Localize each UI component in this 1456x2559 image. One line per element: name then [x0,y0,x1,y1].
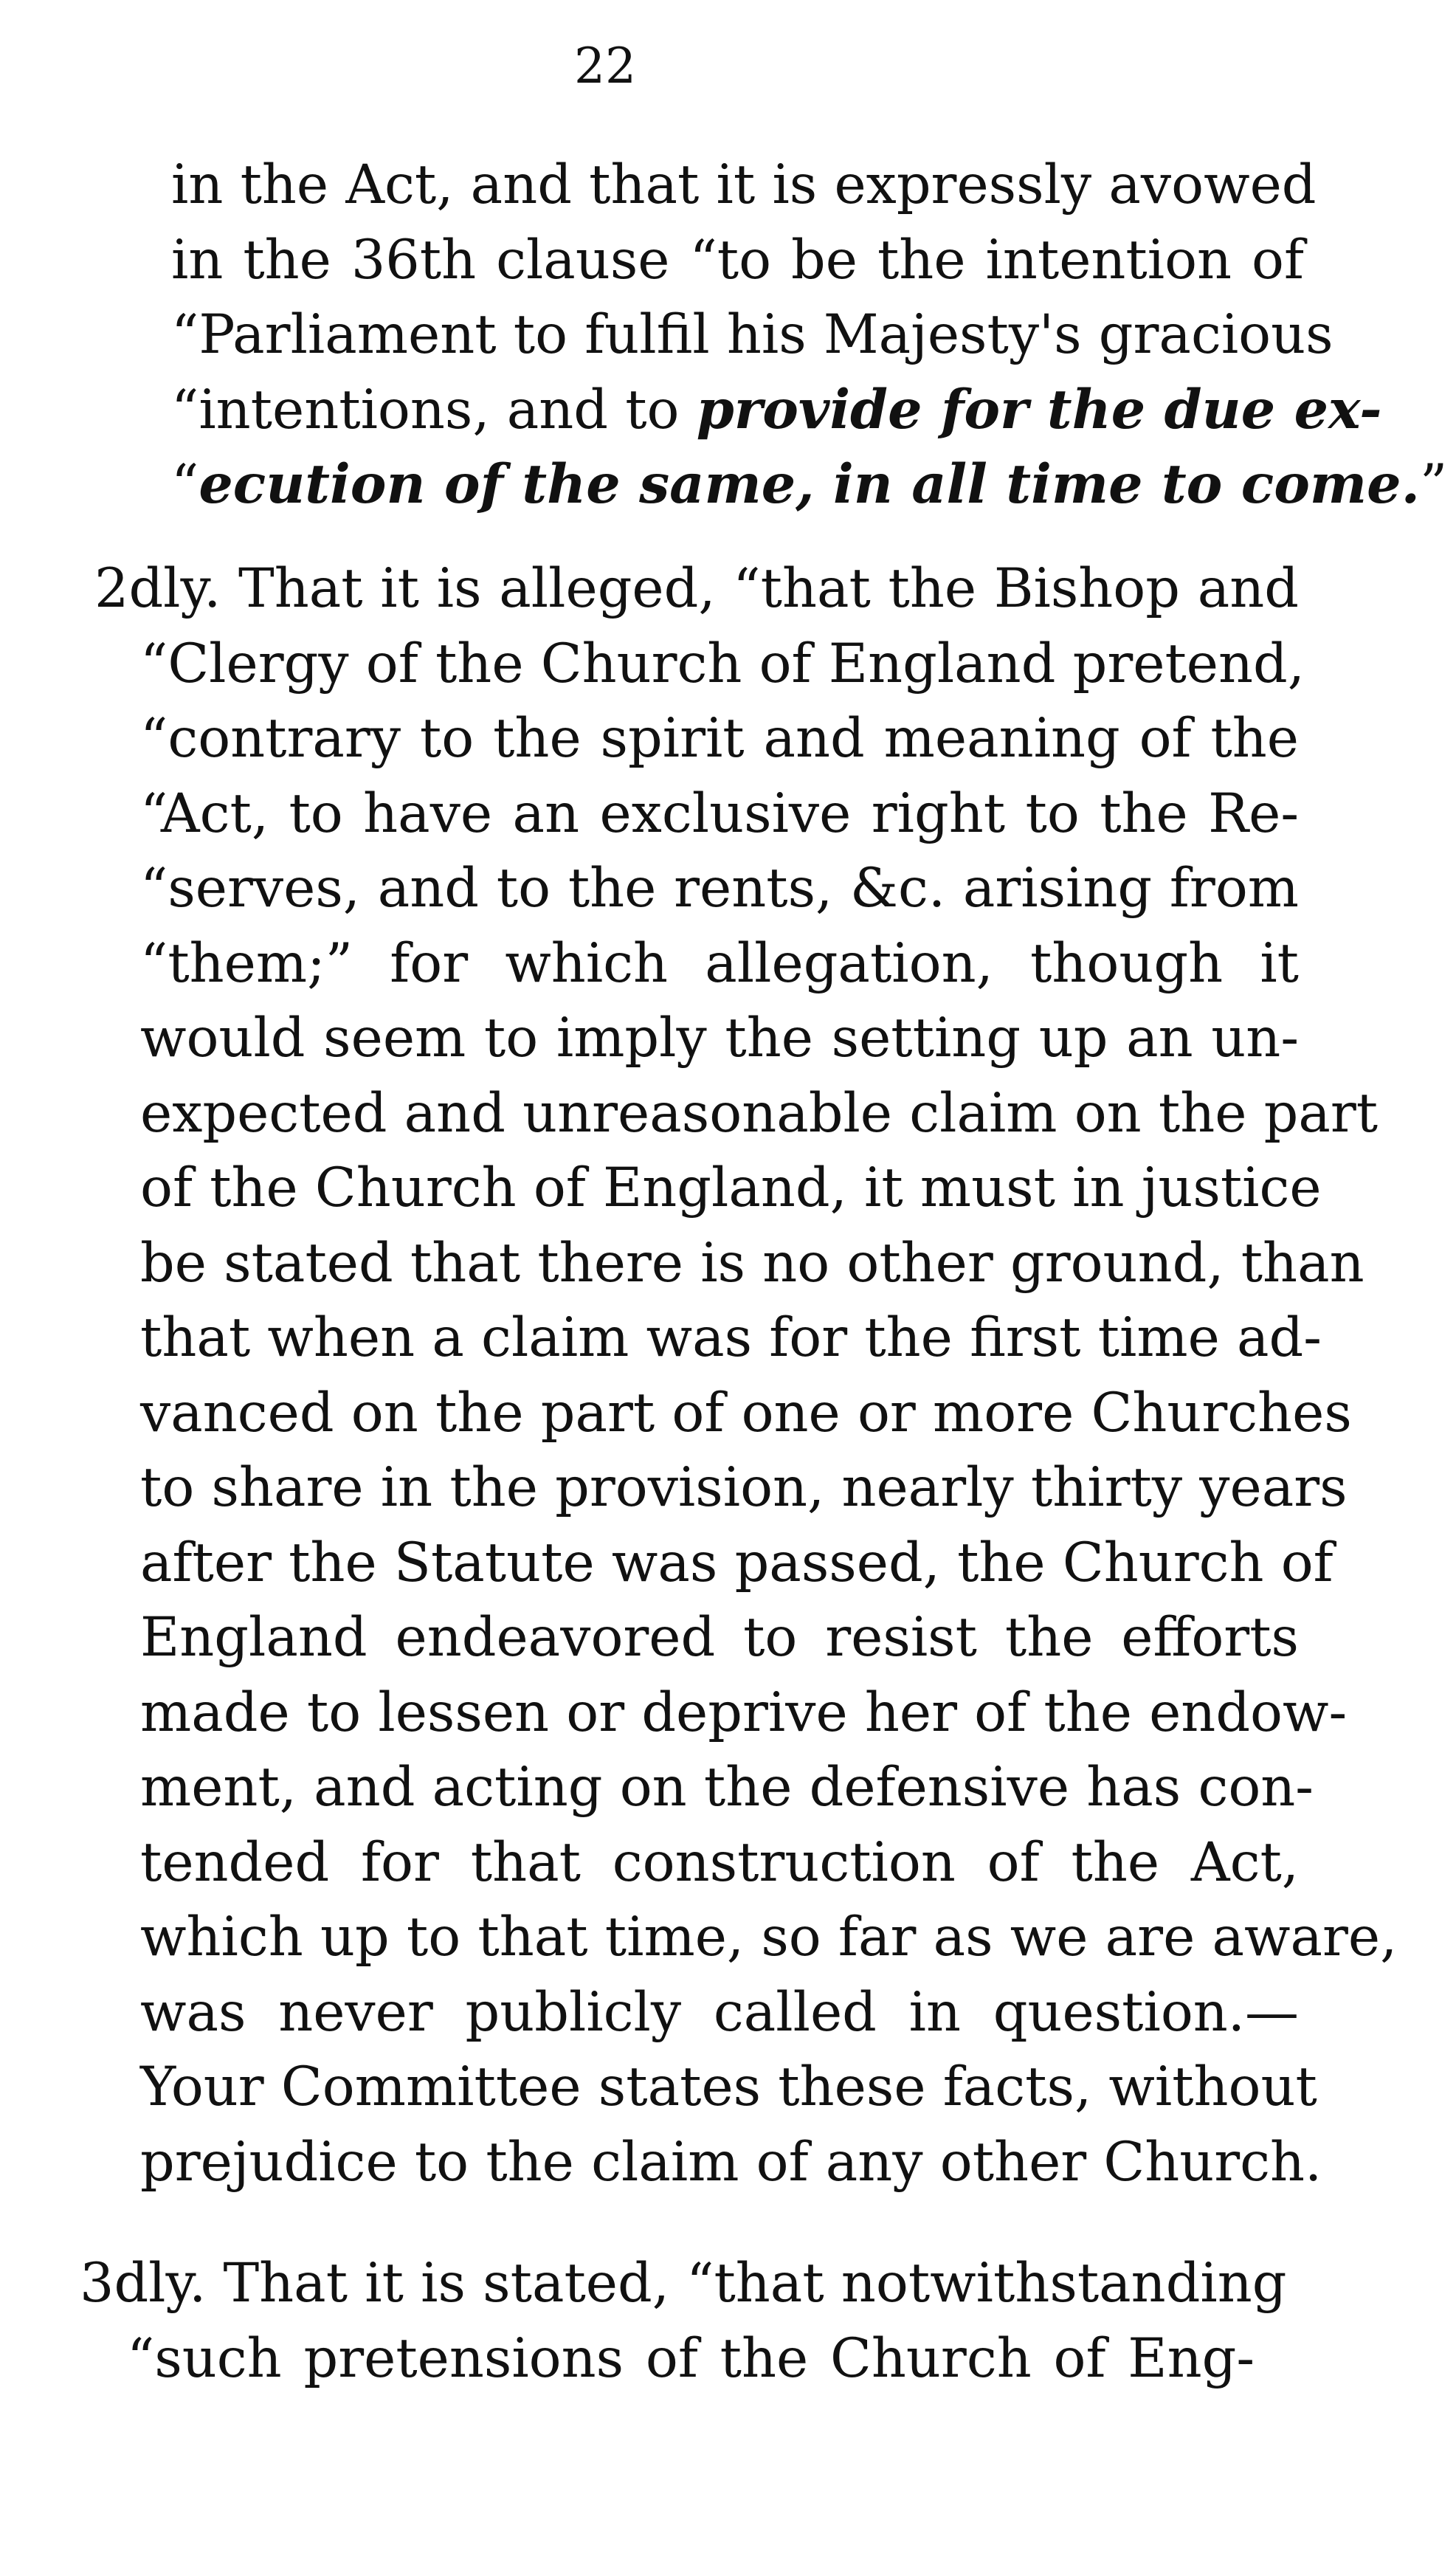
italic-text-run: provide for the due ex- [696,377,1382,441]
paragraph-secondly-body [140,627,1398,2200]
text-line: was never publicly called in question.— [140,1980,1299,2044]
paragraph-continuation [171,148,1448,523]
text-line [171,447,1448,523]
italic-text-run: ecution of the same, in all time to come. [199,452,1421,516]
text-line: be stated that there is no other ground, than [140,1231,1364,1295]
text-line: made to lessen or deprive her of the endow- [140,1681,1348,1744]
text-line: “contrary to the spirit and meaning of the [140,707,1299,770]
text-run: ” [1420,453,1448,516]
text-line: ment, and acting on the defensive has con- [140,1756,1314,1819]
text-line: which up to that time, so far as we are aware, [140,1906,1398,1969]
page-number: 22 [574,38,636,94]
text-line: “Act, to have an exclusive right to the Re- [140,782,1299,845]
paragraph-thirdly [80,2246,1287,2321]
text-line: of the Church of England, it must in justice [140,1157,1322,1219]
text-line: 3dly. That it is stated, “that notwithstanding [80,2252,1287,2315]
text-line: that when a claim was for the first time ad- [140,1306,1322,1369]
text-line: “such pretensions of the Church of Eng- [127,2326,1255,2390]
text-line: 2dly. That it is alleged, “that the Bishop and [94,557,1299,620]
text-run: “ [171,453,199,516]
text-line: expected and unreasonable claim on the part [140,1081,1379,1145]
text-run: “intentions, and to [171,378,697,441]
text-line: in the Act, and that it is expressly avowed [171,154,1317,216]
paragraph-secondly [94,551,1299,627]
paragraph-thirdly-body [127,2321,1255,2397]
text-line: tended for that construction of the Act, [140,1830,1299,1894]
text-line: England endeavored to resist the efforts [140,1606,1299,1669]
text-line: “serves, and to the rents, &c. arising from [140,857,1299,920]
text-line: “Clergy of the Church of England pretend, [140,632,1305,695]
text-line: Your Committee states these facts, without [140,2056,1317,2118]
text-line: after the Statute was passed, the Church of [140,1531,1333,1594]
text-line [171,373,1382,448]
text-line: would seem to imply the setting up an un- [140,1007,1299,1070]
text-line: “Parliament to fulfil his Majesty's gracious [171,303,1333,366]
text-line: “them;” for which allegation, though it [140,931,1299,995]
text-line: in the 36th clause “to be the intention of [171,228,1304,292]
text-line: to share in the provision, nearly thirty years [140,1456,1348,1519]
text-line: prejudice to the claim of any other Church. [140,2130,1322,2194]
text-line: vanced on the part of one or more Churches [140,1381,1352,1444]
